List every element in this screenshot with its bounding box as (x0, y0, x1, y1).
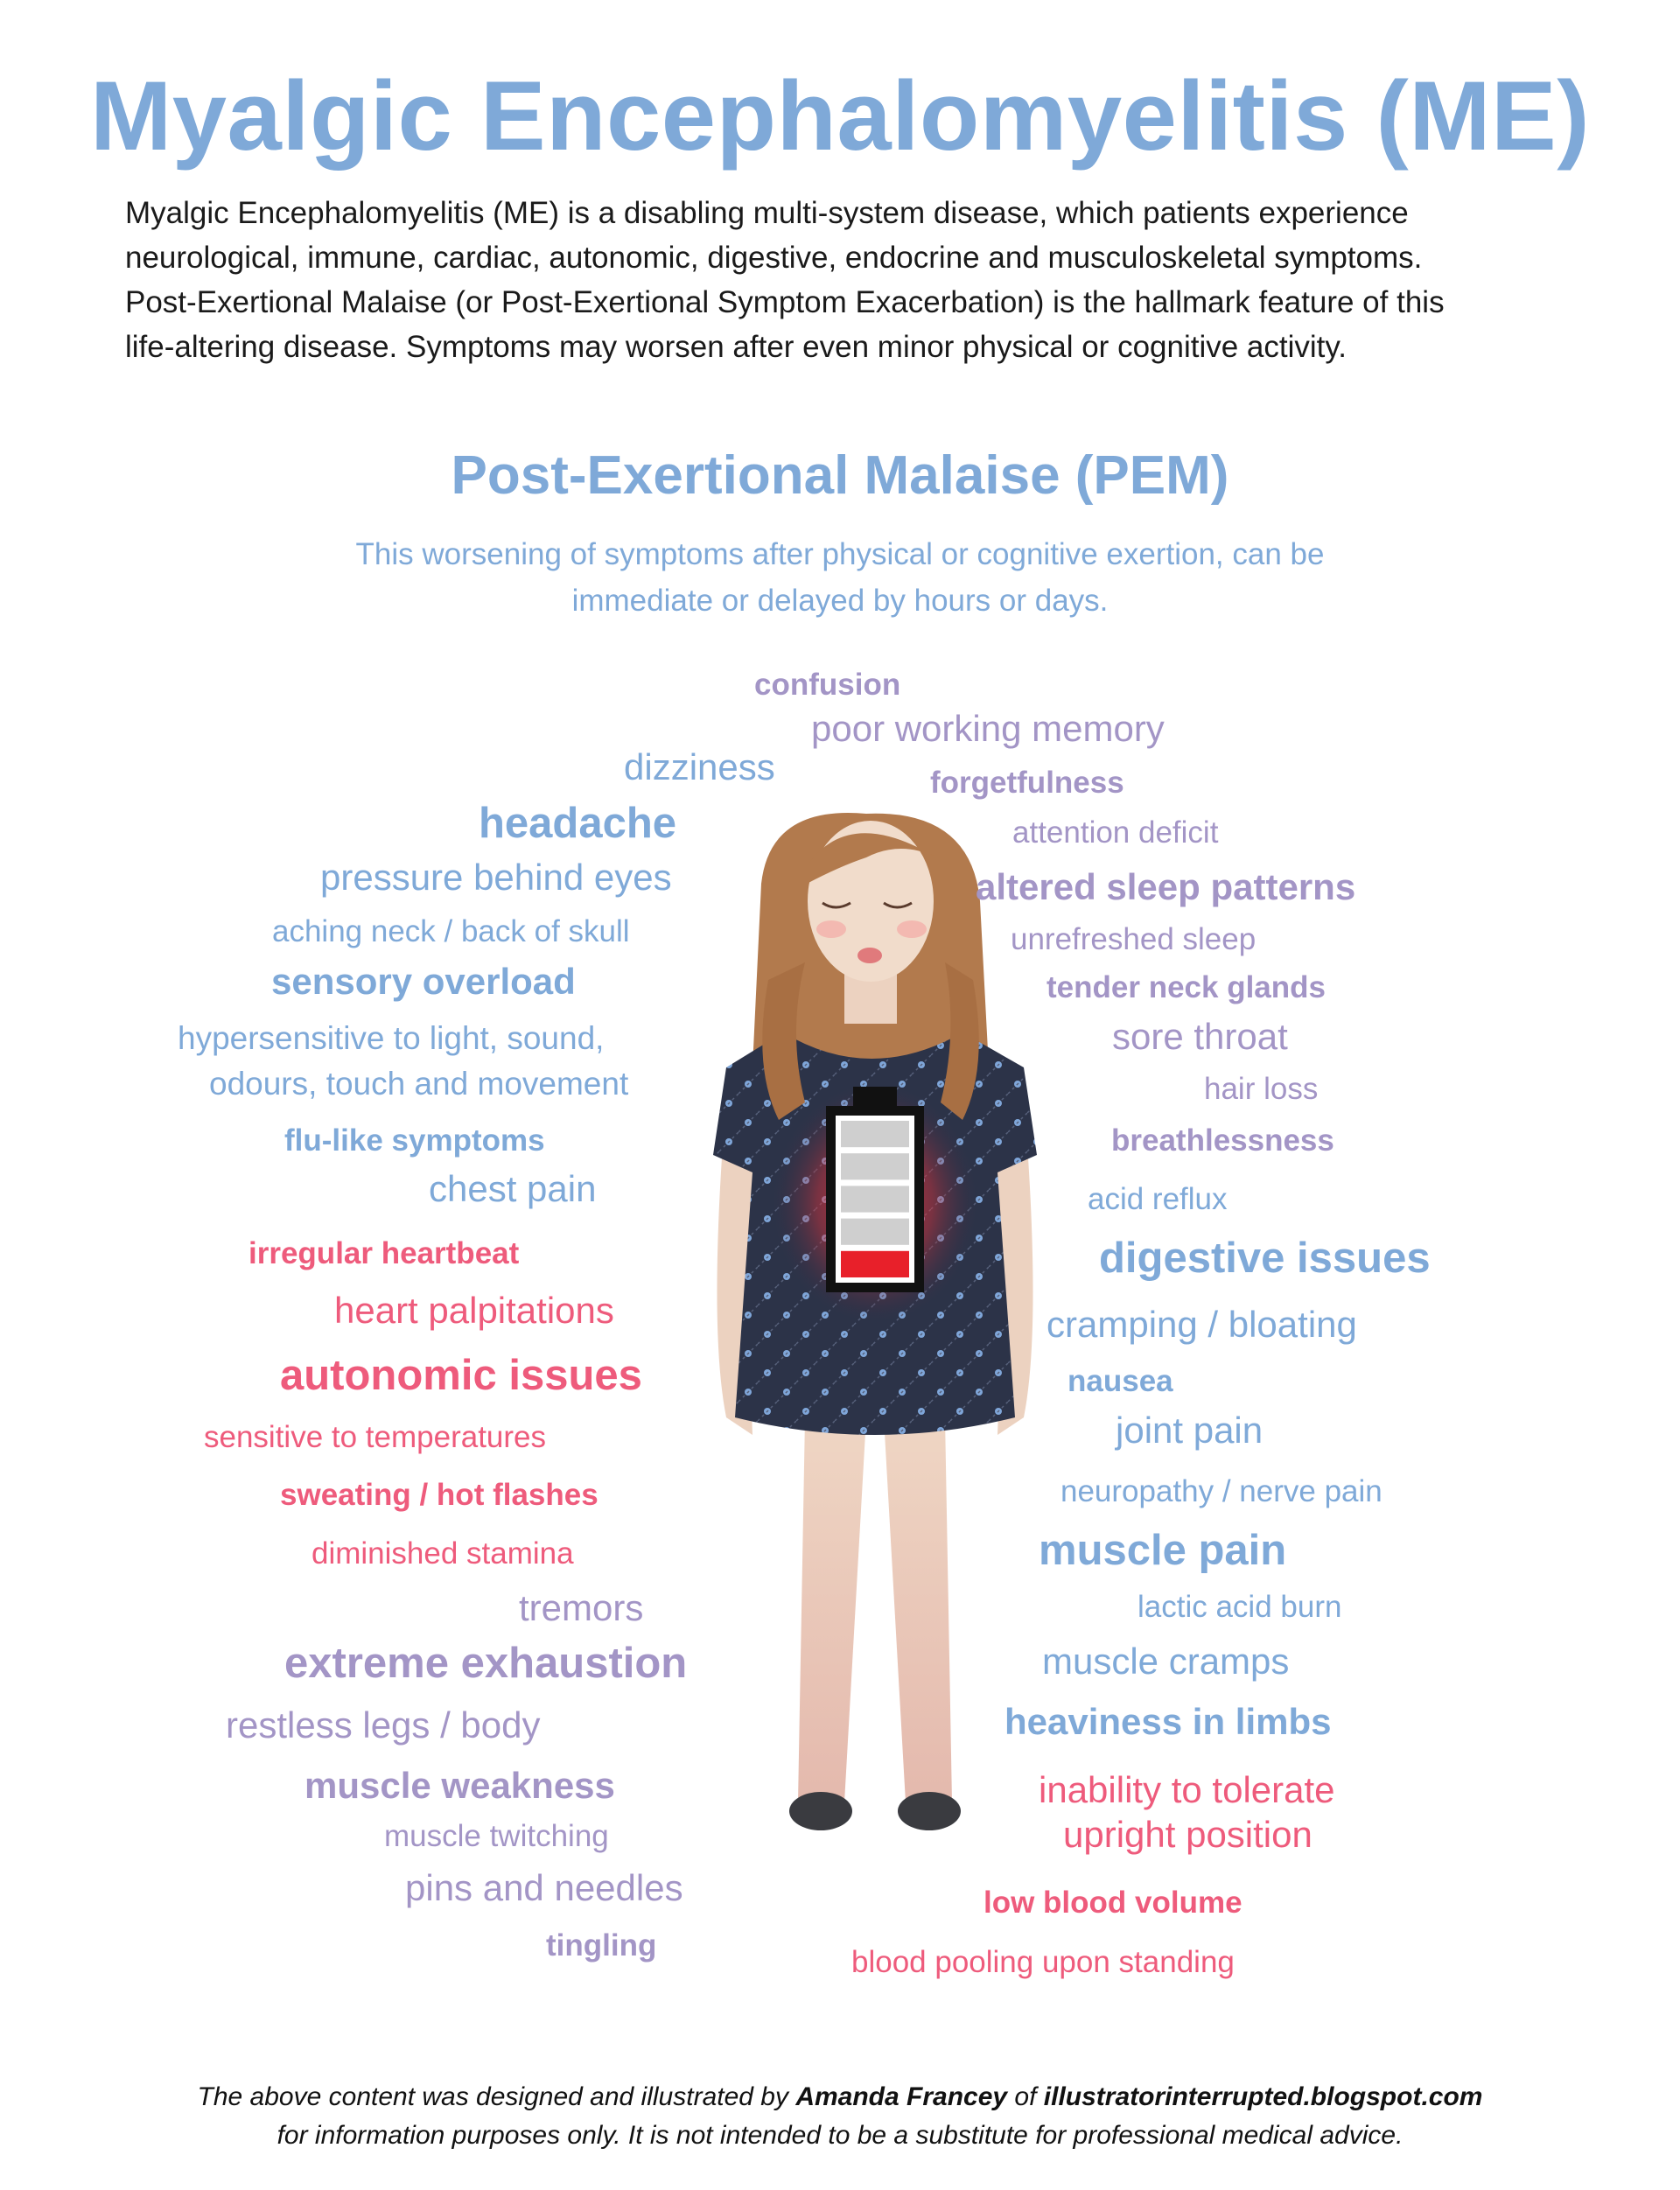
left-shoe (789, 1792, 852, 1830)
symptom-diminished-stamina: diminished stamina (312, 1536, 574, 1571)
symptom-joint-pain: joint pain (1116, 1410, 1264, 1451)
footer-credit (0, 2078, 1680, 2117)
pem-title: Post-Exertional Malaise (PEM) (451, 445, 1229, 506)
battery-segment-empty (841, 1186, 909, 1212)
battery-segment-empty (841, 1219, 909, 1245)
footer-site[interactable]: illustratorinterrupted.blogspot.com (1043, 2082, 1483, 2111)
symptom-restless-legs: restless legs / body (226, 1704, 541, 1746)
symptom-chest-pain: chest pain (429, 1168, 597, 1209)
symptom-cramping-bloating: cramping / bloating (1046, 1304, 1357, 1345)
symptom-poor-working-memory: poor working memory (811, 708, 1165, 749)
symptom-sensitive-temperatures: sensitive to temperatures (204, 1420, 547, 1454)
symptom-heaviness-in-limbs: heaviness in limbs (1004, 1701, 1332, 1742)
symptom-autonomic-issues: autonomic issues (280, 1352, 642, 1399)
symptom-tingling: tingling (546, 1928, 657, 1963)
symptom-hypersensitive-line2: odours, touch and movement (209, 1066, 629, 1102)
footer-text: The above content was designed and illustrated by (197, 2082, 796, 2111)
symptom-tremors: tremors (519, 1587, 644, 1628)
symptom-hypersensitive-line1: hypersensitive to light, sound, (178, 1020, 605, 1056)
girl-illustration (700, 805, 1050, 1907)
symptom-pins-and-needles: pins and needles (405, 1867, 683, 1908)
symptom-dizziness: dizziness (624, 746, 775, 787)
symptom-breathlessness: breathlessness (1111, 1123, 1334, 1158)
symptom-unrefreshed-sleep: unrefreshed sleep (1011, 922, 1256, 956)
symptom-nausea: nausea (1068, 1364, 1173, 1398)
symptom-confusion: confusion (754, 668, 901, 702)
symptom-flu-like: flu-like symptoms (284, 1123, 545, 1158)
symptom-inability-line2: upright position (1063, 1814, 1312, 1855)
pem-line: immediate or delayed by hours or days. (571, 584, 1109, 618)
footer-disclaimer: for information purposes only. It is not intended to be a substitute for professional medical advice. (276, 2121, 1404, 2150)
symptom-attention-deficit: attention deficit (1012, 815, 1219, 850)
symptom-pressure-behind-eyes: pressure behind eyes (320, 857, 672, 898)
symptom-inability-line1: inability to tolerate (1039, 1769, 1335, 1810)
battery-segment-charged (841, 1251, 909, 1277)
symptom-aching-neck: aching neck / back of skull (272, 914, 630, 948)
symptom-extreme-exhaustion: extreme exhaustion (284, 1640, 688, 1687)
right-leg (884, 1417, 952, 1802)
symptom-acid-reflux: acid reflux (1088, 1182, 1228, 1216)
symptom-neuropathy: neuropathy / nerve pain (1060, 1474, 1382, 1508)
mouth (858, 948, 882, 963)
symptom-headache: headache (479, 800, 677, 847)
intro-line: neurological, immune, cardiac, autonomic, digestive, endocrine and musculoskeletal symptoms. (125, 241, 1423, 275)
symptom-muscle-pain: muscle pain (1039, 1527, 1287, 1574)
intro-line: Myalgic Encephalomyelitis (ME) is a disabling multi-system disease, which patients experience (125, 196, 1409, 230)
intro-line: Post-Exertional Malaise (or Post-Exertional Symptom Exacerbation) is the hallmark feature of this (125, 285, 1445, 319)
battery-icon (826, 1087, 924, 1292)
left-leg (798, 1417, 866, 1802)
footer-text: of (1007, 2082, 1044, 2111)
symptom-heart-palpitations: heart palpitations (334, 1290, 614, 1331)
symptom-digestive-issues: digestive issues (1099, 1235, 1431, 1282)
intro-paragraph (125, 191, 1578, 369)
symptom-sore-throat: sore throat (1112, 1016, 1288, 1057)
page-title: Myalgic Encephalomyelitis (ME) (89, 61, 1591, 171)
battery-segment-empty (841, 1121, 909, 1147)
symptom-hair-loss: hair loss (1204, 1072, 1319, 1106)
symptom-irregular-heartbeat: irregular heartbeat (248, 1236, 520, 1270)
symptom-tender-neck-glands: tender neck glands (1046, 970, 1326, 1004)
symptom-muscle-weakness: muscle weakness (304, 1765, 615, 1806)
symptom-low-blood-volume: low blood volume (984, 1886, 1242, 1920)
intro-line: life-altering disease. Symptoms may worsen after even minor physical or cognitive activity. (125, 330, 1348, 364)
right-shoe (898, 1792, 961, 1830)
pem-line: This worsening of symptoms after physical or cognitive exertion, can be (355, 537, 1325, 571)
symptom-blood-pooling: blood pooling upon standing (851, 1945, 1235, 1979)
footer-author: Amanda Francey (795, 2082, 1008, 2111)
symptom-lactic-acid-burn: lactic acid burn (1138, 1590, 1342, 1624)
symptom-forgetfulness: forgetfulness (930, 766, 1124, 800)
symptom-sweating: sweating / hot flashes (280, 1478, 598, 1512)
symptom-sensory-overload: sensory overload (271, 961, 576, 1002)
symptom-altered-sleep-patterns: altered sleep patterns (976, 866, 1356, 907)
battery-segment-empty (841, 1153, 909, 1179)
symptom-muscle-twitching: muscle twitching (384, 1819, 609, 1853)
pem-description (0, 531, 1680, 624)
symptom-muscle-cramps: muscle cramps (1042, 1641, 1290, 1682)
